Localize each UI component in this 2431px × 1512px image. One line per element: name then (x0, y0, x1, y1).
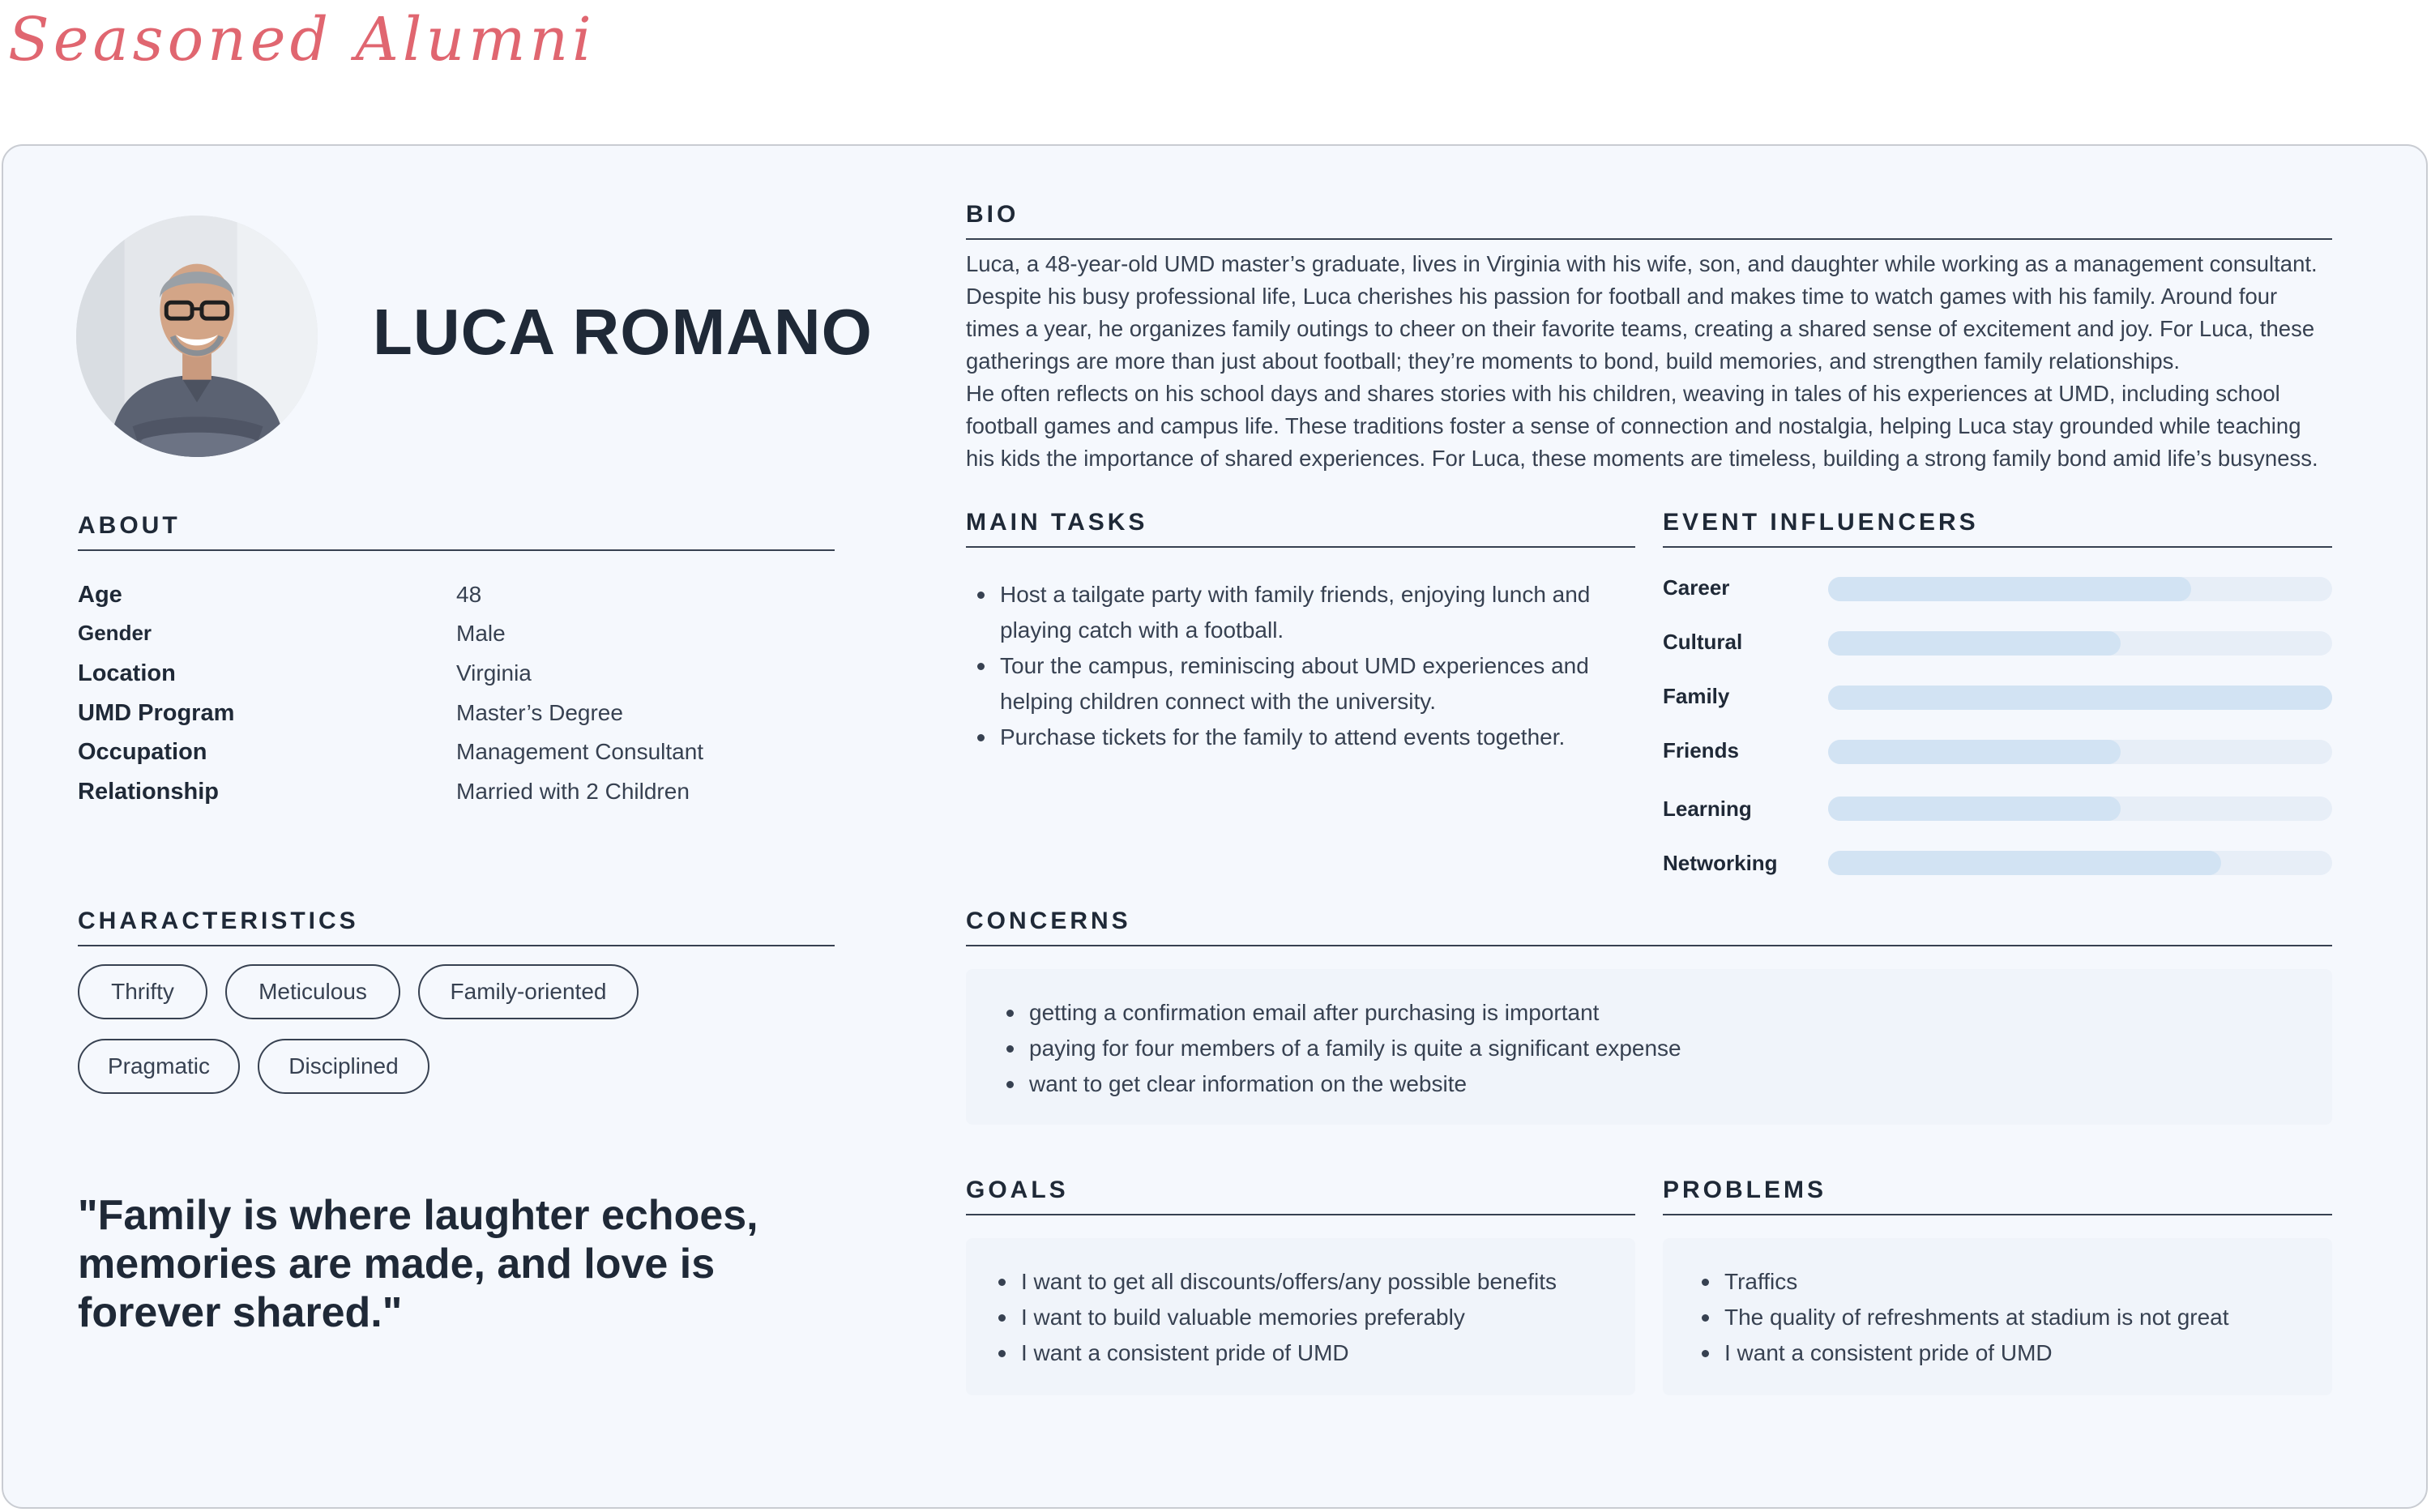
about-row-program (78, 700, 807, 733)
list-item: Purchase tickets for the family to attend events together. (966, 720, 1614, 755)
about-key: Location (78, 660, 176, 686)
about-value: Master’s Degree (456, 700, 623, 725)
about-key: Age (78, 582, 122, 608)
influencer-bar-fill (1828, 686, 2332, 710)
bio-text (966, 248, 2335, 475)
list-item: want to get clear information on the website (995, 1066, 2292, 1102)
about-value: Virginia (456, 660, 532, 686)
main-tasks-list (966, 577, 1614, 755)
chip-meticulous: Meticulous (225, 964, 400, 1019)
influencer-bar-track (1828, 851, 2332, 875)
chip-family-oriented: Family-oriented (418, 964, 639, 1019)
person-photo-icon (76, 216, 318, 457)
influencer-bar-fill (1828, 851, 2221, 875)
influencer-bar-track (1828, 631, 2332, 656)
influencer-label: Learning (1663, 797, 1752, 821)
bio-paragraph-2: He often reflects on his school days and shares stories with his children, weaving in tales of his experiences at UMD, including school football games and campus life. These traditions foster a sense of connection and nostalgia, helping Luca stay grounded while teaching his kids the importance of shared experiences. For Luca, these moments are timeless, building a strong family bond amid life’s busyness. (966, 381, 2318, 471)
about-row-gender (78, 621, 807, 653)
about-row-occupation (78, 739, 807, 771)
list-item: Tour the campus, reminiscing about UMD experiences and helping children connect with the university. (966, 648, 1614, 720)
goals-heading: GOALS (966, 1177, 1635, 1215)
influencer-bar-fill (1828, 577, 2191, 601)
persona-name: LUCA ROMANO (373, 296, 873, 368)
list-item: I want a consistent pride of UMD (987, 1335, 1627, 1371)
bio-paragraph-1: Luca, a 48-year-old UMD master’s graduate, lives in Virginia with his wife, son, and daughter while working as a management consultant. Despite his busy professional life, Luca cherishes his passion for football and makes time to watch games with his family. Around four times a year, he organizes family outings to cheer on their favorite teams, creating a shared sense of excitement and joy. For Luca, these gatherings are more than just about football; they’re moments to bond, build memories, and strengthen family relationships. (966, 251, 2318, 374)
about-key: UMD Program (78, 700, 235, 726)
about-heading: ABOUT (78, 512, 835, 551)
list-item: Host a tailgate party with family friends, enjoying lunch and playing catch with a football. (966, 577, 1614, 648)
about-value: 48 (456, 582, 482, 607)
influencer-bar-fill (1828, 631, 2121, 656)
main-tasks-heading: MAIN TASKS (966, 509, 1635, 548)
problems-heading: PROBLEMS (1663, 1177, 2332, 1215)
about-value: Married with 2 Children (456, 779, 690, 804)
persona-quote: "Family is where laughter echoes, memories are made, and love is forever shared." (78, 1192, 758, 1336)
list-item: The quality of refreshments at stadium is not great (1690, 1300, 2322, 1335)
influencer-bar-track (1828, 740, 2332, 764)
avatar (76, 216, 318, 457)
about-key: Gender (78, 621, 152, 645)
concerns-heading: CONCERNS (966, 908, 2332, 946)
influencer-label: Cultural (1663, 630, 1743, 654)
page-title: Seasoned Alumni (8, 5, 596, 75)
about-value: Management Consultant (456, 739, 704, 764)
about-row-age (78, 582, 807, 614)
influencer-bar-track (1828, 797, 2332, 821)
list-item: I want a consistent pride of UMD (1690, 1335, 2322, 1371)
influencer-bar-track (1828, 686, 2332, 710)
list-item: I want to build valuable memories preferably (987, 1300, 1627, 1335)
chip-thrifty: Thrifty (78, 964, 207, 1019)
about-row-relationship (78, 779, 807, 811)
characteristics-heading: CHARACTERISTICS (78, 908, 835, 946)
chip-pragmatic: Pragmatic (78, 1039, 240, 1094)
influencer-label: Family (1663, 684, 1730, 708)
goals-list (987, 1264, 1627, 1371)
influencer-label: Career (1663, 575, 1730, 600)
list-item: Traffics (1690, 1264, 2322, 1300)
bio-heading: BIO (966, 201, 2332, 240)
list-item: I want to get all discounts/offers/any possible benefits (987, 1264, 1627, 1300)
about-value: Male (456, 621, 506, 646)
chip-disciplined: Disciplined (258, 1039, 429, 1094)
influencer-label: Networking (1663, 851, 1778, 875)
influencer-bar-track (1828, 577, 2332, 601)
concerns-list (995, 995, 2292, 1102)
list-item: paying for four members of a family is quite a significant expense (995, 1031, 2292, 1066)
list-item: getting a confirmation email after purchasing is important (995, 995, 2292, 1031)
influencer-bar-fill (1828, 740, 2121, 764)
event-influencers-heading: EVENT INFLUENCERS (1663, 509, 2332, 548)
about-row-location (78, 660, 807, 693)
problems-list (1690, 1264, 2322, 1371)
influencer-label: Friends (1663, 738, 1739, 762)
about-key: Occupation (78, 739, 207, 765)
influencer-bar-fill (1828, 797, 2121, 821)
about-key: Relationship (78, 779, 220, 805)
